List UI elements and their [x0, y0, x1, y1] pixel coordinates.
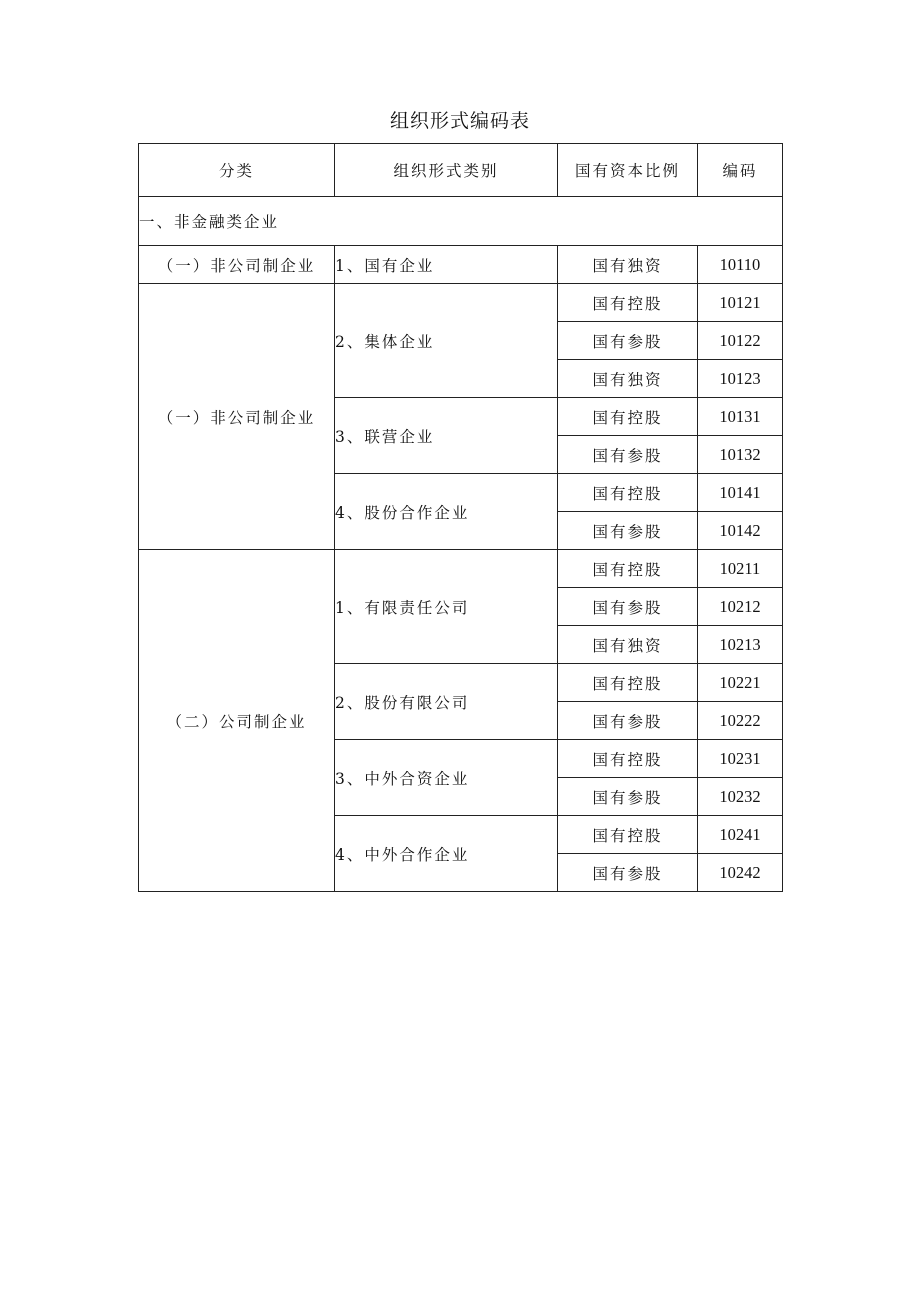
code-cell: 10212 — [698, 588, 783, 626]
category-cell: （二）公司制企业 — [139, 550, 335, 892]
ratio-cell: 国有控股 — [558, 474, 698, 512]
code-cell: 10221 — [698, 664, 783, 702]
code-cell: 10213 — [698, 626, 783, 664]
header-code: 编码 — [698, 144, 783, 197]
form-cell: 1、国有企业 — [335, 246, 558, 284]
ratio-cell: 国有控股 — [558, 284, 698, 322]
table-row — [139, 550, 783, 588]
form-cell: 1、有限责任公司 — [335, 550, 558, 664]
ratio-cell: 国有参股 — [558, 322, 698, 360]
code-cell: 10110 — [698, 246, 783, 284]
page-title: 组织形式编码表 — [389, 110, 530, 132]
ratio-cell: 国有参股 — [558, 512, 698, 550]
code-cell: 10121 — [698, 284, 783, 322]
form-cell: 2、集体企业 — [335, 284, 558, 398]
ratio-cell: 国有独资 — [558, 626, 698, 664]
section-row — [139, 197, 783, 246]
ratio-cell: 国有独资 — [558, 360, 698, 398]
category-cell: （一）非公司制企业 — [139, 246, 335, 284]
category-cell: （一）非公司制企业 — [139, 284, 335, 550]
code-cell: 10211 — [698, 550, 783, 588]
header-category: 分类 — [139, 144, 335, 197]
ratio-cell: 国有控股 — [558, 664, 698, 702]
code-cell: 10232 — [698, 778, 783, 816]
form-cell: 2、股份有限公司 — [335, 664, 558, 740]
code-cell: 10222 — [698, 702, 783, 740]
section-title: 一、非金融类企业 — [139, 197, 783, 246]
form-cell: 4、中外合作企业 — [335, 816, 558, 892]
code-cell: 10242 — [698, 854, 783, 892]
code-cell: 10142 — [698, 512, 783, 550]
code-cell: 10231 — [698, 740, 783, 778]
form-cell: 4、股份合作企业 — [335, 474, 558, 550]
ratio-cell: 国有参股 — [558, 436, 698, 474]
ratio-cell: 国有控股 — [558, 816, 698, 854]
header-form: 组织形式类别 — [335, 144, 558, 197]
ratio-cell: 国有控股 — [558, 740, 698, 778]
code-cell: 10132 — [698, 436, 783, 474]
code-cell: 10122 — [698, 322, 783, 360]
code-cell: 10131 — [698, 398, 783, 436]
ratio-cell: 国有参股 — [558, 588, 698, 626]
ratio-cell: 国有参股 — [558, 702, 698, 740]
header-ratio: 国有资本比例 — [558, 144, 698, 197]
form-cell: 3、联营企业 — [335, 398, 558, 474]
code-cell: 10141 — [698, 474, 783, 512]
code-cell: 10123 — [698, 360, 783, 398]
table-row — [139, 284, 783, 322]
ratio-cell: 国有独资 — [558, 246, 698, 284]
ratio-cell: 国有控股 — [558, 550, 698, 588]
ratio-cell: 国有控股 — [558, 398, 698, 436]
ratio-cell: 国有参股 — [558, 854, 698, 892]
form-cell: 3、中外合资企业 — [335, 740, 558, 816]
organization-code-table — [138, 143, 783, 892]
ratio-cell: 国有参股 — [558, 778, 698, 816]
table-header-row — [139, 144, 783, 197]
table-row — [139, 246, 783, 284]
code-cell: 10241 — [698, 816, 783, 854]
